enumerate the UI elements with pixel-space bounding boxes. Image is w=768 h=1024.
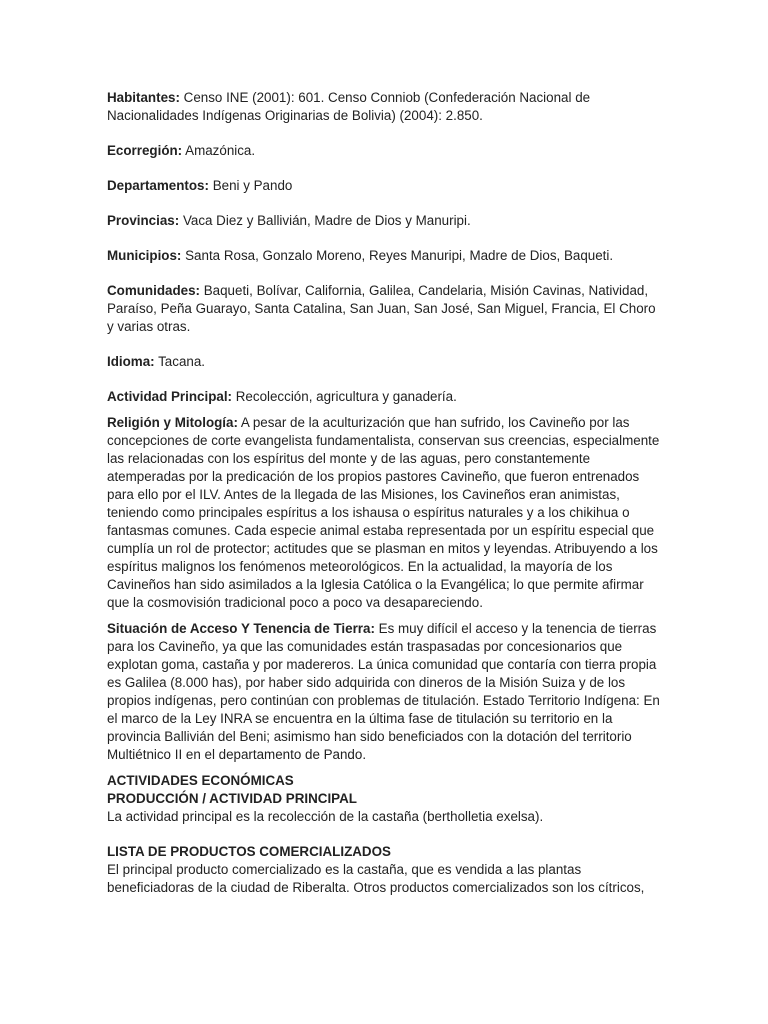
field-idioma bbox=[107, 353, 665, 371]
field-ecorregion bbox=[107, 142, 665, 160]
section-subheading: PRODUCCIÓN / ACTIVIDAD PRINCIPAL bbox=[107, 791, 357, 806]
section-lista-productos bbox=[107, 843, 665, 897]
field-text: Censo INE (2001): 601. Censo Conniob (Confederación Nacional de Nacionalidades Indígenas Originarias de Bolivia) (2004): 2.850. bbox=[107, 90, 591, 123]
field-text: Tacana. bbox=[158, 354, 206, 369]
field-text: Beni y Pando bbox=[212, 178, 293, 193]
field-label: Idioma: bbox=[107, 354, 155, 369]
field-label: Situación de Acceso Y Tenencia de Tierra: bbox=[107, 621, 375, 636]
field-label: Ecorregión: bbox=[107, 143, 183, 158]
field-text: Baqueti, Bolívar, California, Galilea, Candelaria, Misión Cavinas, Natividad, Paraíso, Peña Guarayo, Santa Catalina, San Juan, San José, San Miguel, Francia, El Choro y varias otras. bbox=[107, 283, 656, 334]
field-text: Recolección, agricultura y ganadería. bbox=[235, 389, 457, 404]
field-text: Vaca Diez y Ballivián, Madre de Dios y Manuripi. bbox=[182, 213, 471, 228]
field-provincias bbox=[107, 212, 665, 230]
document-page bbox=[107, 89, 665, 914]
field-label: Municipios: bbox=[107, 248, 182, 263]
field-label: Habitantes: bbox=[107, 90, 180, 105]
field-text: Es muy difícil el acceso y la tenencia de tierras para los Cavineño, ya que las comunidades están traspasadas por concesionarios que explotan goma, castaña y por madereros. La única comunidad que contaría con tierra propia es Galilea (8.000 has), por haber sido adquirida con dineros de la Misión Suiza y de los propios indígenas, pero continúan con problemas de titulación. Estado Territorio Indígena: En el marco de la Ley INRA se encuentra en la última fase de titulación su territorio en la provincia Ballivián del Beni; asimismo han sido beneficiados con la dotación del territorio Multiétnico II en el departamento de Pando. bbox=[107, 621, 660, 762]
field-label: Religión y Mitología: bbox=[107, 415, 238, 430]
field-religion-mitologia bbox=[107, 414, 665, 612]
field-municipios bbox=[107, 247, 665, 265]
section-heading: ACTIVIDADES ECONÓMICAS bbox=[107, 773, 294, 788]
field-label: Departamentos: bbox=[107, 178, 209, 193]
field-label: Provincias: bbox=[107, 213, 180, 228]
field-actividad-principal bbox=[107, 388, 665, 406]
field-text: A pesar de la aculturización que han sufrido, los Cavineño por las concepciones de corte evangelista fundamentalista, conservan sus creencias, especialmente las relacionadas con los espíritus del monte y de las aguas, pero constantemente atemperadas por la predicación de los propios pastores Cavineño, que fueron entrenados para ello por el ILV. Antes de la llegada de las Misiones, los Cavineños eran animistas, teniendo como principales espíritus a los ishausa o espíritus naturales y a los chikihua o fantasmas comunes. Cada especie animal estaba representada por un espíritu especial que cumplía un rol de protector; actitudes que se plasman en mitos y leyendas. Atribuyendo a los espíritus malignos los fenómenos meteorológicos. En la actualidad, la mayoría de los Cavineños han sido asimilados a la Iglesia Católica o la Evangélica; lo que permite afirmar que la cosmovisión tradicional poco a poco va desapareciendo. bbox=[107, 415, 660, 610]
section-heading: LISTA DE PRODUCTOS COMERCIALIZADOS bbox=[107, 844, 391, 859]
field-habitantes bbox=[107, 89, 665, 125]
field-label: Comunidades: bbox=[107, 283, 200, 298]
section-text: El principal producto comercializado es la castaña, que es vendida a las plantas beneficiadoras de la ciudad de Riberalta. Otros productos comercializados son los cítricos, bbox=[107, 862, 645, 895]
field-label: Actividad Principal: bbox=[107, 389, 233, 404]
section-actividades-economicas bbox=[107, 772, 665, 826]
field-departamentos bbox=[107, 177, 665, 195]
field-text: Amazónica. bbox=[185, 143, 256, 158]
field-comunidades bbox=[107, 282, 665, 336]
field-text: Santa Rosa, Gonzalo Moreno, Reyes Manuripi, Madre de Dios, Baqueti. bbox=[185, 248, 614, 263]
field-acceso-tenencia-tierra bbox=[107, 620, 665, 764]
section-text: La actividad principal es la recolección de la castaña (bertholletia exelsa). bbox=[107, 809, 544, 824]
